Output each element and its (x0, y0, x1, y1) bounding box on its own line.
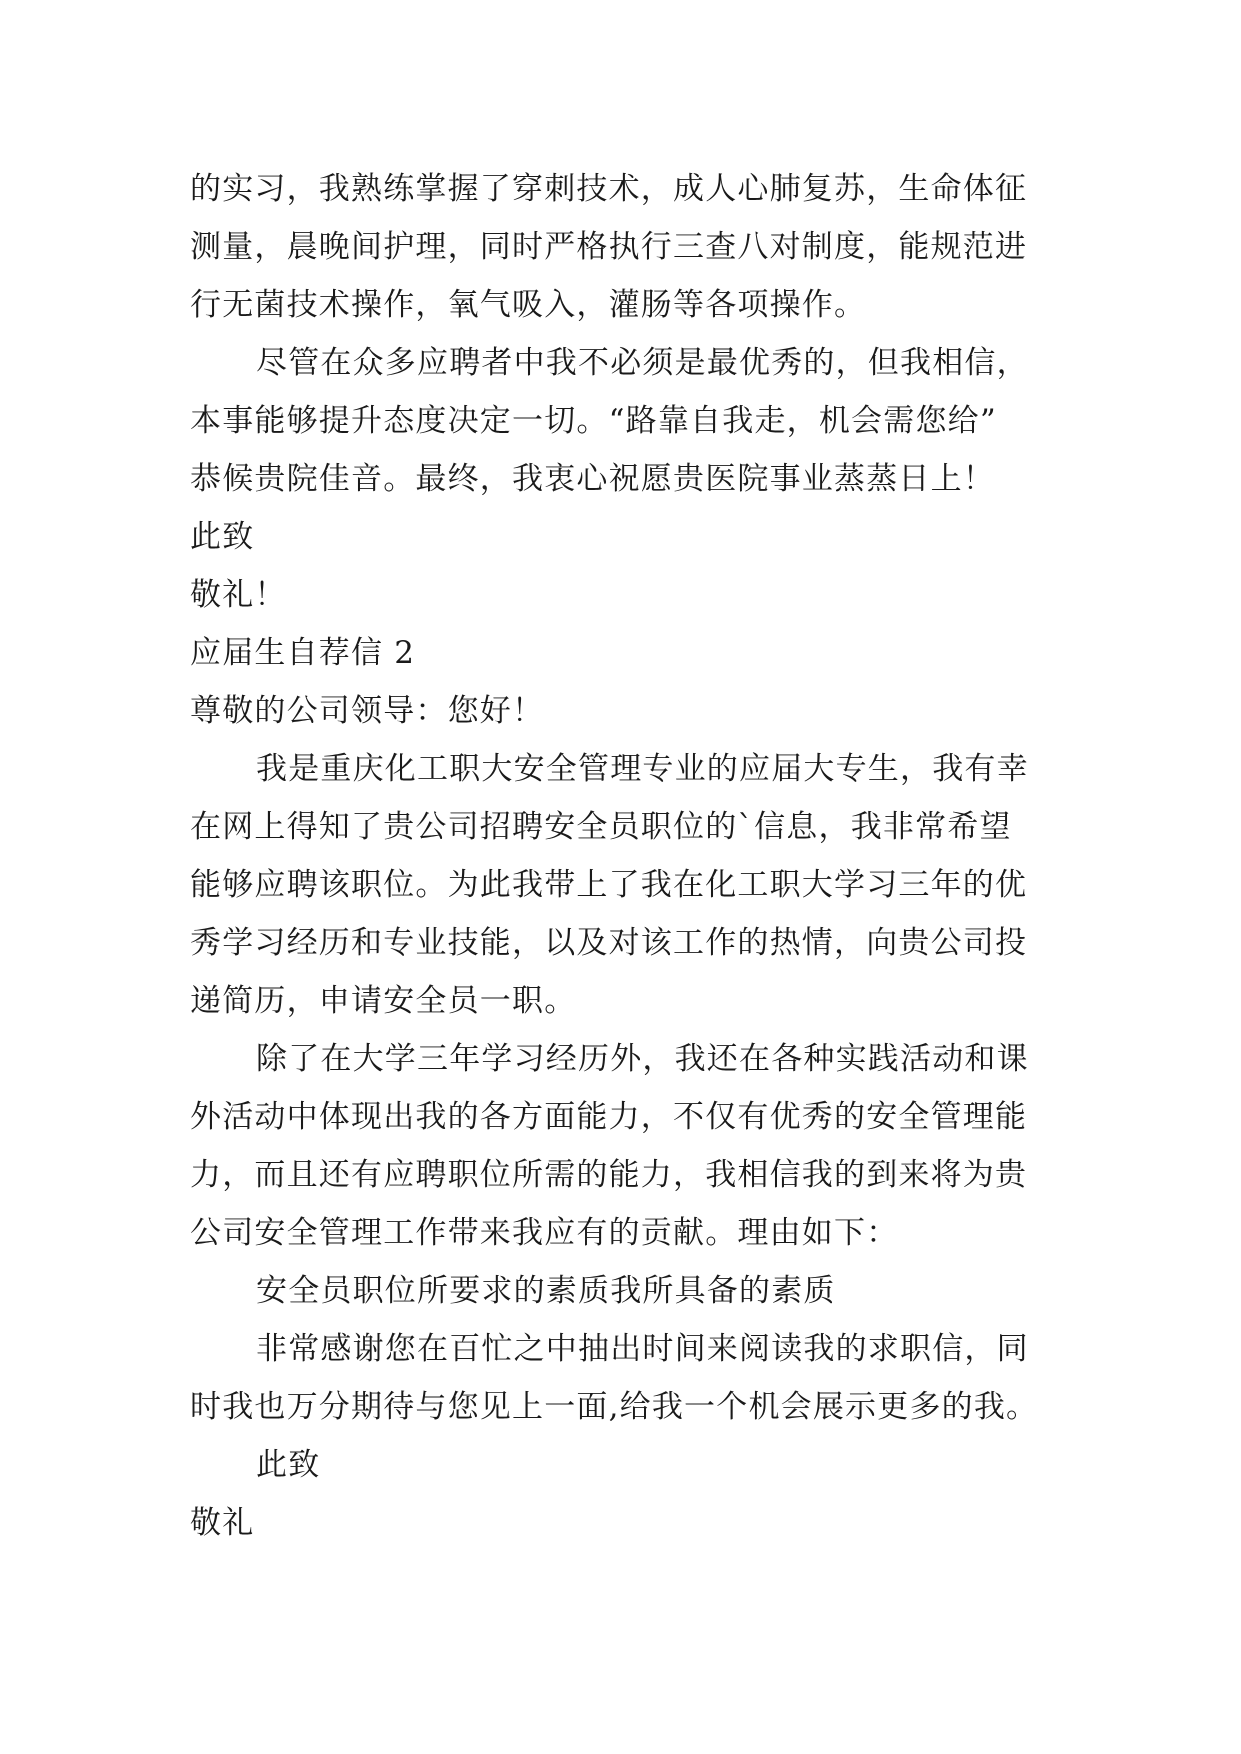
text-line: 公司安全管理工作带来我应有的贡献。理由如下： (190, 1215, 899, 1251)
text-line: 力，而且还有应聘职位所需的能力，我相信我的到来将为贵 (190, 1157, 1028, 1193)
text-line: 在网上得知了贵公司招聘安全员职位的`信息，我非常希望 (190, 809, 1012, 845)
text-line: 行无菌技术操作，氧气吸入，灌肠等各项操作。 (190, 287, 867, 323)
text-line: 的实习，我熟练掌握了穿刺技术，成人心肺复苏，生命体征 (190, 171, 1028, 207)
text-line: 非常感谢您在百忙之中抽出时间来阅读我的求职信，同 (256, 1331, 1029, 1367)
text-line: 除了在大学三年学习经历外，我还在各种实践活动和课 (256, 1041, 1029, 1077)
text-line: 递简历，申请安全员一职。 (190, 983, 577, 1019)
text-line: 我是重庆化工职大安全管理专业的应届大专生，我有幸 (256, 751, 1029, 787)
closing-regards: 敬礼！ (190, 577, 287, 613)
text-line: 测量，晨晚间护理，同时严格执行三查八对制度，能规范进 (190, 229, 1028, 265)
text-line: 秀学习经历和专业技能，以及对该工作的热情，向贵公司投 (190, 925, 1028, 961)
closing-regards: 敬礼 (190, 1505, 255, 1541)
closing-salutation: 此致 (256, 1447, 321, 1483)
text-line: 安全员职位所要求的素质我所具备的素质 (256, 1273, 836, 1309)
text-line: 恭候贵院佳音。最终，我衷心祝愿贵医院事业蒸蒸日上！ (190, 461, 995, 497)
text-line: 本事能够提升态度决定一切。“路靠自我走，机会需您给” (190, 403, 997, 439)
text-line: 外活动中体现出我的各方面能力，不仅有优秀的安全管理能 (190, 1099, 1028, 1135)
greeting: 尊敬的公司领导：您好！ (190, 693, 545, 729)
letter-body (190, 160, 1070, 1552)
closing-salutation: 此致 (190, 519, 255, 555)
text-line: 时我也万分期待与您见上一面,给我一个机会展示更多的我。 (190, 1389, 1039, 1425)
text-line: 尽管在众多应聘者中我不必须是最优秀的，但我相信， (256, 345, 1029, 381)
text-line: 能够应聘该职位。为此我带上了我在化工职大学习三年的优 (190, 867, 1028, 903)
section-title: 应届生自荐信 2 (190, 635, 416, 671)
